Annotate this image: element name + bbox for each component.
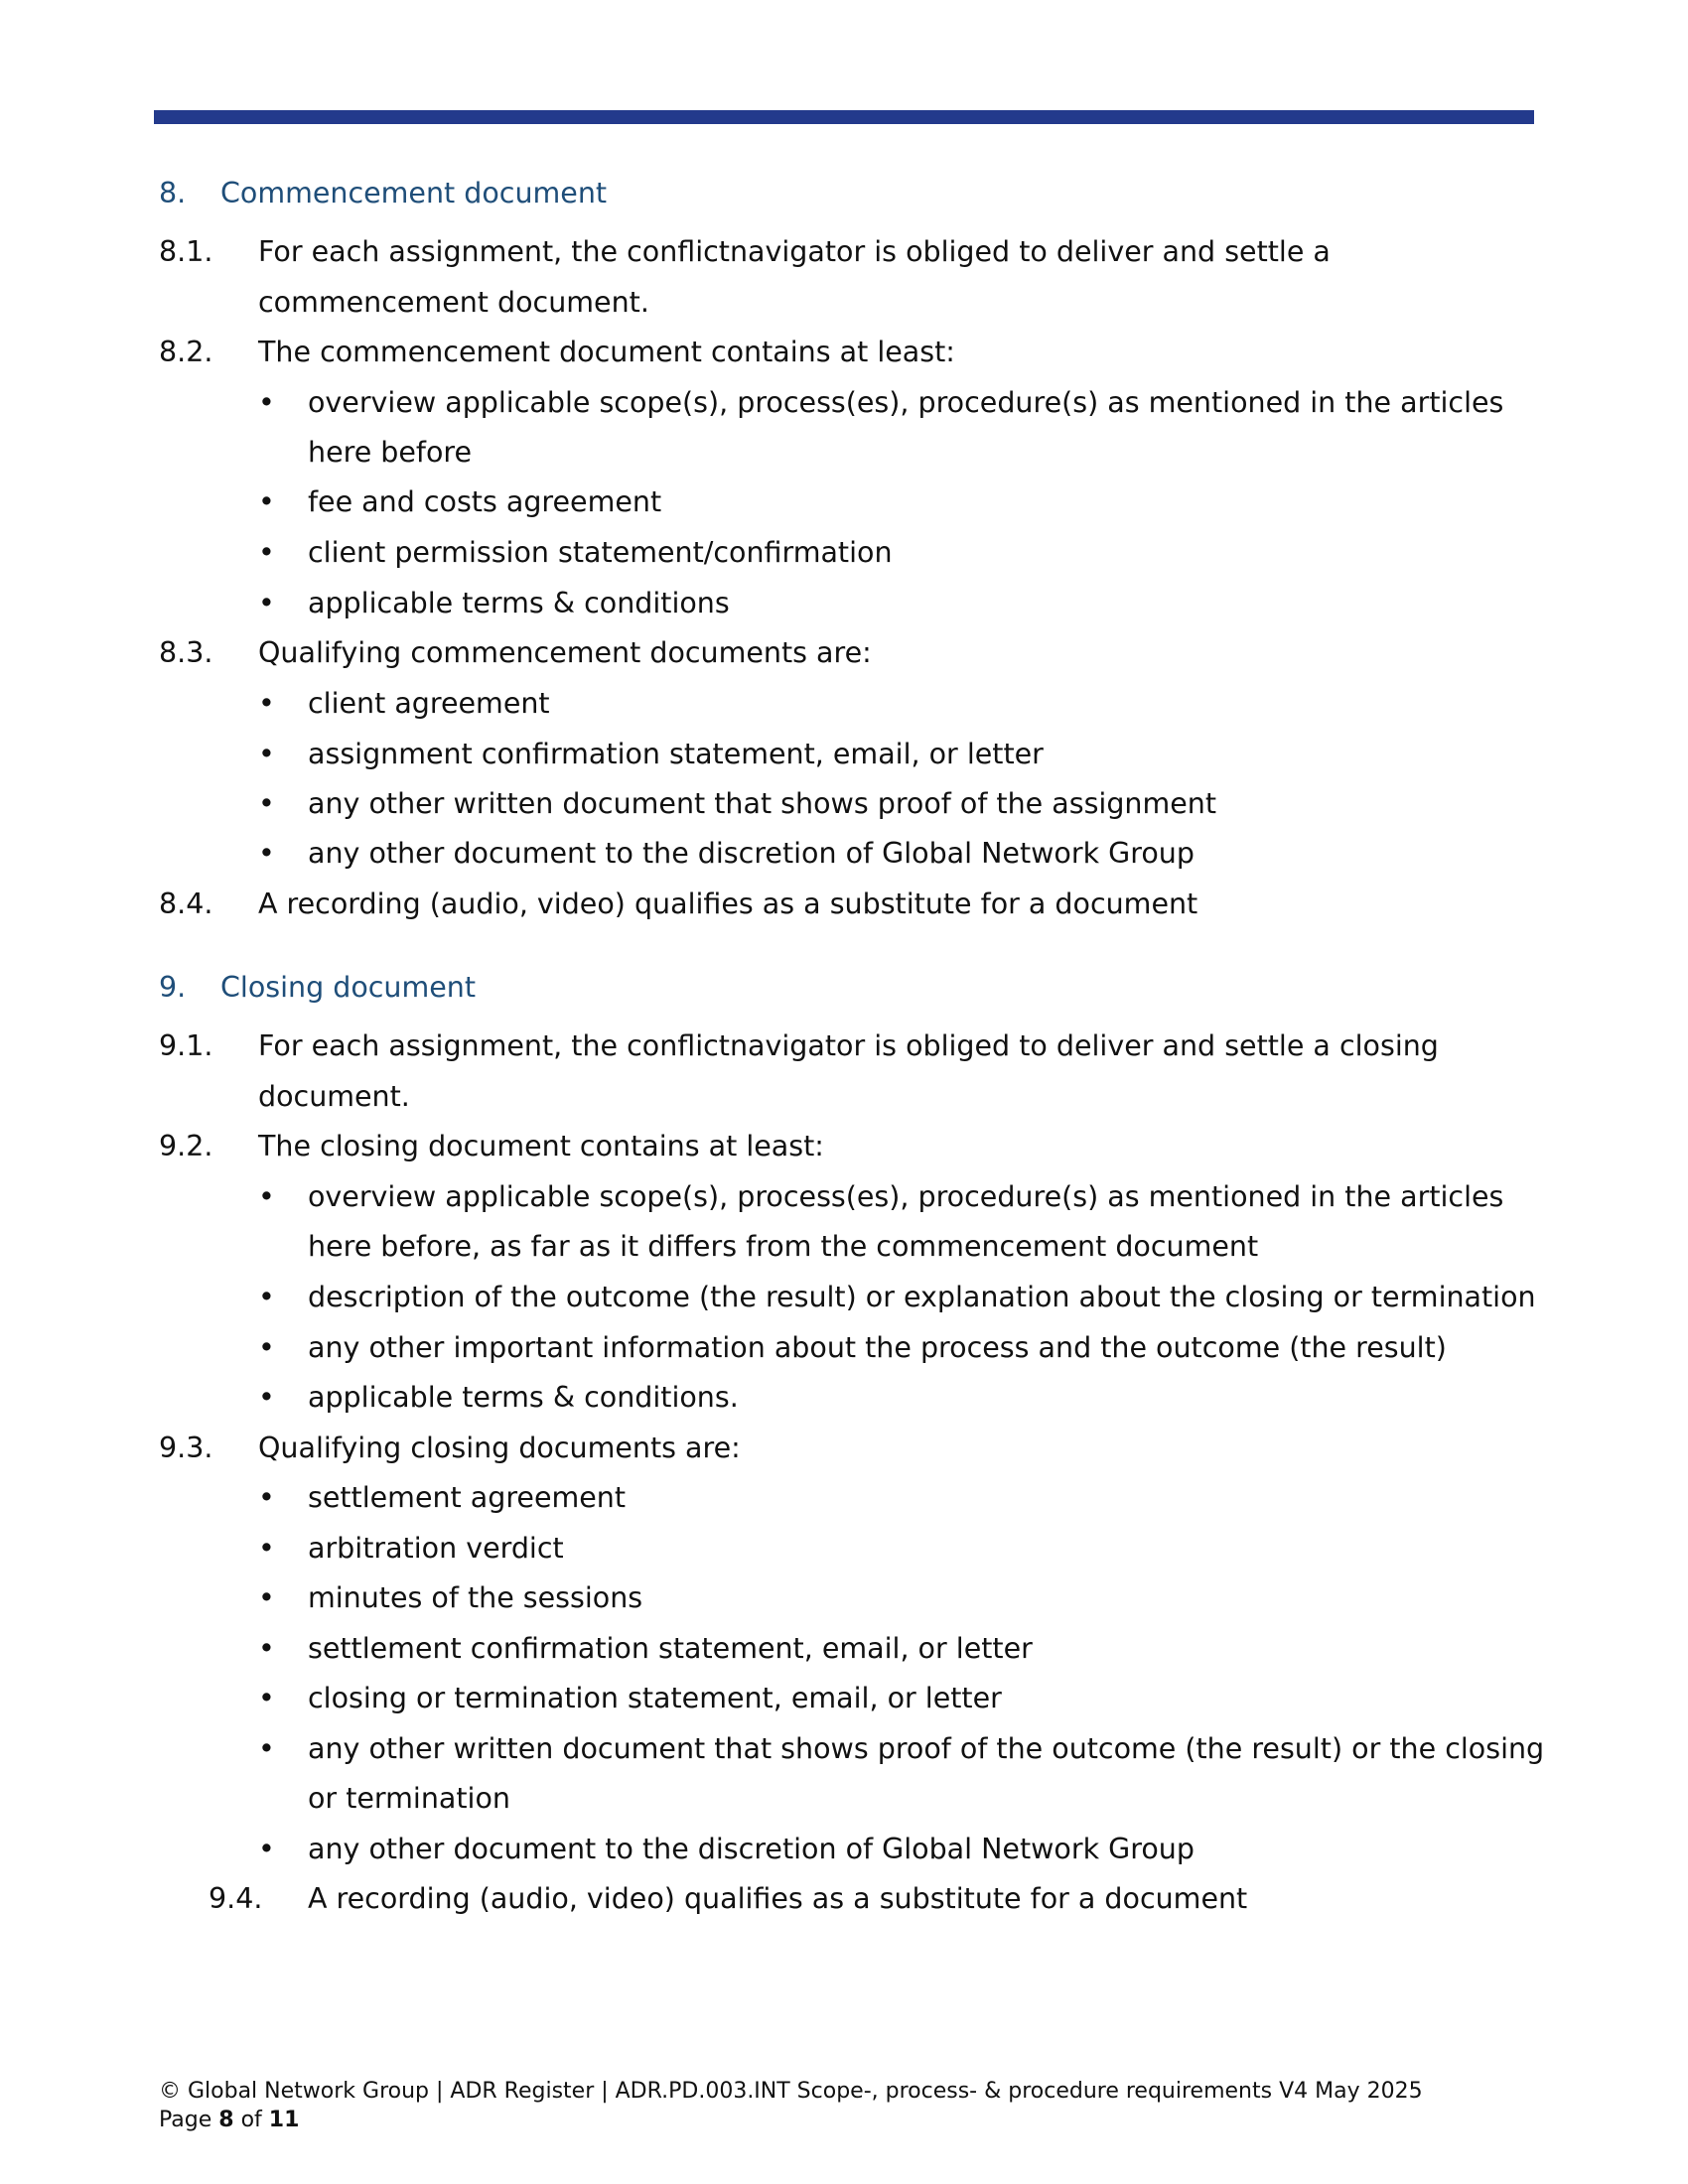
bullet-icon: •: [258, 1532, 275, 1565]
bullet-icon: •: [258, 587, 275, 619]
bullet-icon: •: [258, 738, 275, 770]
clause-number: 8.3.: [159, 636, 213, 669]
clause-8-1-continuation: commencement document.: [258, 286, 649, 319]
list-item-continuation: here before, as far as it differs from the commencement document: [308, 1230, 1259, 1263]
header-rule: [154, 110, 1534, 124]
section-heading-9: [159, 971, 476, 1004]
bullet-icon: •: [258, 687, 275, 720]
section-number: 9.: [159, 971, 187, 1004]
clause-number: 8.2.: [159, 336, 213, 368]
current-page: 8: [218, 2108, 234, 2132]
bullet-icon: •: [258, 1281, 275, 1313]
clause-text: For each assignment, the conflictnavigator is obliged to deliver and settle a: [258, 235, 1331, 268]
clause-number: 9.1.: [159, 1029, 213, 1062]
clause-number: 9.4.: [209, 1882, 263, 1915]
bullet-icon: •: [258, 386, 275, 419]
bullet-icon: •: [258, 837, 275, 870]
clause-text: For each assignment, the conflictnavigator is obliged to deliver and settle a closing: [258, 1029, 1439, 1062]
bullet-icon: •: [258, 1581, 275, 1614]
footer-copyright: © Global Network Group | ADR Register | ADR.PD.003.INT Scope-, process- & procedure requirements V4 May 2025: [159, 2079, 1423, 2104]
clause-number: 9.3.: [159, 1432, 213, 1464]
bullet-icon: •: [258, 1833, 275, 1865]
bullet-icon: •: [258, 1481, 275, 1514]
bullet-icon: •: [258, 1682, 275, 1714]
bullet-icon: •: [258, 1632, 275, 1665]
clause-text: The closing document contains at least:: [258, 1130, 824, 1162]
clause-number: 9.2.: [159, 1130, 213, 1162]
clause-text: Qualifying commencement documents are:: [258, 636, 872, 669]
list-item-continuation: here before: [308, 436, 473, 469]
total-pages: 11: [268, 2108, 300, 2132]
clause-text: A recording (audio, video) qualifies as a substitute for a document: [308, 1882, 1248, 1915]
bullet-icon: •: [258, 485, 275, 518]
bullet-icon: •: [258, 1732, 275, 1765]
bullet-icon: •: [258, 536, 275, 569]
clause-text: The commencement document contains at least:: [258, 336, 955, 368]
list-item-continuation: or termination: [308, 1782, 510, 1815]
bullet-icon: •: [258, 1180, 275, 1213]
clause-number: 8.1.: [159, 235, 213, 268]
clause-number: 8.4.: [159, 887, 213, 920]
clause-9-1-continuation: document.: [258, 1080, 410, 1113]
page-number: Page 8 of 11: [159, 2108, 300, 2132]
section-heading-8: [159, 177, 607, 209]
section-number: 8.: [159, 177, 187, 209]
section-title: Closing document: [220, 971, 477, 1004]
section-title: Commencement document: [220, 177, 608, 209]
bullet-icon: •: [258, 1381, 275, 1414]
clause-text: Qualifying closing documents are:: [258, 1432, 741, 1464]
bullet-icon: •: [258, 787, 275, 820]
clause-text: A recording (audio, video) qualifies as a substitute for a document: [258, 887, 1198, 920]
bullet-icon: •: [258, 1331, 275, 1364]
